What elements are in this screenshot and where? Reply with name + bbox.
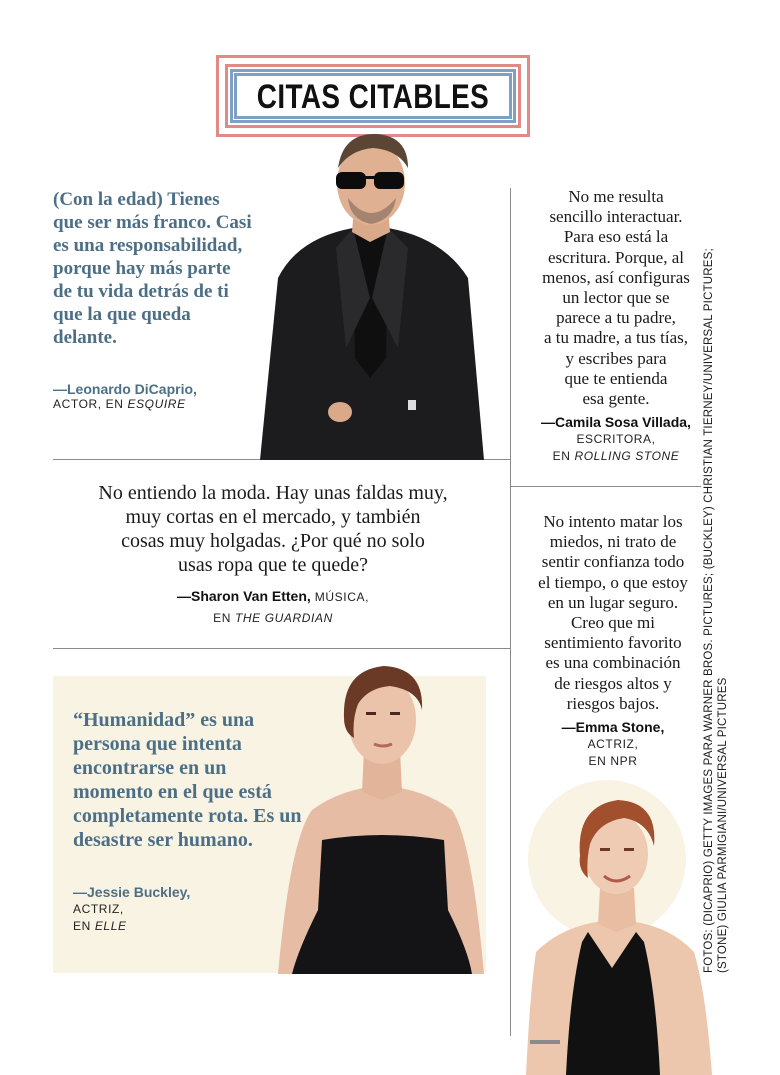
sosa-source-line bbox=[520, 448, 712, 465]
quote-line: parece a tu padre, bbox=[556, 308, 676, 328]
dicaprio-source: ESQUIRE bbox=[127, 397, 186, 411]
quote-line: un lector que se bbox=[562, 288, 670, 308]
quote-line: a tu madre, a tus tías, bbox=[544, 328, 688, 348]
quote-line: muy cortas en el mercado, y también bbox=[125, 506, 421, 528]
quote-line: sencillo interactuar. bbox=[549, 207, 683, 227]
vanetten-name-line bbox=[58, 586, 488, 608]
quote-line: Para eso está la bbox=[563, 227, 669, 247]
credits-line-1: FOTOS: (DICAPRIO) GETTY IMAGES PARA WARNER BROS. PICTURES; (BUCKLEY) CHRISTIAN TIERNEY/UNIVERSAL PICTURES; bbox=[703, 248, 715, 973]
page-title: CITAS CITABLES bbox=[256, 78, 490, 116]
buckley-source-line bbox=[73, 918, 273, 935]
buckley-photo bbox=[272, 660, 490, 974]
sosa-role2: EN bbox=[552, 449, 571, 463]
stone-attribution bbox=[516, 719, 710, 770]
stone-role: ACTRIZ, bbox=[587, 737, 639, 751]
quote-line: y escribes para bbox=[565, 348, 667, 368]
divider-vertical bbox=[510, 188, 511, 1036]
stone-name: —Emma Stone, bbox=[561, 719, 665, 735]
divider-mid bbox=[53, 648, 510, 649]
quote-line: sentimiento favorito bbox=[544, 633, 682, 653]
buckley-role2: EN bbox=[73, 919, 91, 933]
divider-right bbox=[511, 486, 701, 487]
quote-line: menos, así configuras bbox=[542, 267, 690, 287]
quote-line: No me resulta bbox=[568, 187, 664, 206]
buckley-quote: “Humanidad” es una persona que intenta encontrarse en un momento en el que está completamente rota. Es un desastre ser humano. bbox=[73, 709, 302, 851]
quote-line: usas ropa que te quede? bbox=[178, 554, 368, 576]
quote-line: sentir confianza todo bbox=[541, 552, 685, 572]
vanetten-quote bbox=[58, 481, 488, 577]
quote-line: es una combinación bbox=[545, 653, 681, 673]
photo-credits bbox=[702, 193, 730, 973]
vanetten-role2: EN bbox=[213, 611, 232, 625]
stone-source: EN NPR bbox=[588, 754, 638, 768]
buckley-source: ELLE bbox=[94, 919, 127, 933]
dicaprio-photo bbox=[258, 128, 488, 460]
dicaprio-role bbox=[53, 397, 253, 411]
dicaprio-attribution bbox=[53, 381, 253, 411]
vanetten-name: —Sharon Van Etten, bbox=[176, 588, 311, 604]
buckley-attribution bbox=[73, 884, 273, 935]
quote-line: esa gente. bbox=[582, 389, 650, 409]
quote-line: el tiempo, o que estoy bbox=[538, 572, 688, 592]
stone-quote bbox=[516, 512, 710, 714]
quote-line: miedos, ni trato de bbox=[549, 532, 677, 552]
buckley-name: —Jessie Buckley, bbox=[73, 884, 191, 900]
sosa-attribution bbox=[520, 414, 712, 465]
quote-line: escritura. Porque, al bbox=[548, 247, 684, 267]
quote-line: No intento matar los bbox=[543, 512, 683, 531]
sosa-source: ROLLING STONE bbox=[574, 449, 680, 463]
vanetten-role: MÚSICA, bbox=[314, 590, 370, 604]
quote-line: No entiendo la moda. Hay unas faldas muy, bbox=[98, 482, 448, 504]
stone-photo bbox=[526, 792, 712, 1075]
quote-line: en un lugar seguro. bbox=[547, 592, 679, 612]
buckley-role: ACTRIZ, bbox=[73, 902, 124, 916]
quote-line: que te entienda bbox=[564, 368, 668, 388]
dicaprio-role-text: ACTOR, EN bbox=[53, 397, 124, 411]
quote-line: de riesgos altos y bbox=[554, 673, 672, 693]
quote-line: riesgos bajos. bbox=[566, 693, 660, 713]
title-frame bbox=[216, 55, 530, 137]
sosa-name: —Camila Sosa Villada, bbox=[541, 414, 691, 430]
sosa-role: ESCRITORA, bbox=[576, 432, 656, 446]
vanetten-source: THE GUARDIAN bbox=[234, 611, 333, 625]
dicaprio-quote: (Con la edad) Tienes que ser más franco. Casi es una responsabilidad, porque hay más parte de tu vida detrás de ti que la que queda delante. bbox=[53, 189, 252, 348]
vanetten-attribution bbox=[58, 586, 488, 629]
vanetten-source-line bbox=[58, 608, 488, 629]
dicaprio-name: —Leonardo DiCaprio, bbox=[53, 381, 197, 397]
credits-line-2: (STONE) GIULIA PARMIGIANI/UNIVERSAL PICTURES bbox=[717, 677, 729, 973]
sosa-quote bbox=[520, 187, 712, 409]
quote-line: Creo que mi bbox=[570, 613, 656, 633]
quote-line: cosas muy holgadas. ¿Por qué no solo bbox=[121, 530, 425, 552]
